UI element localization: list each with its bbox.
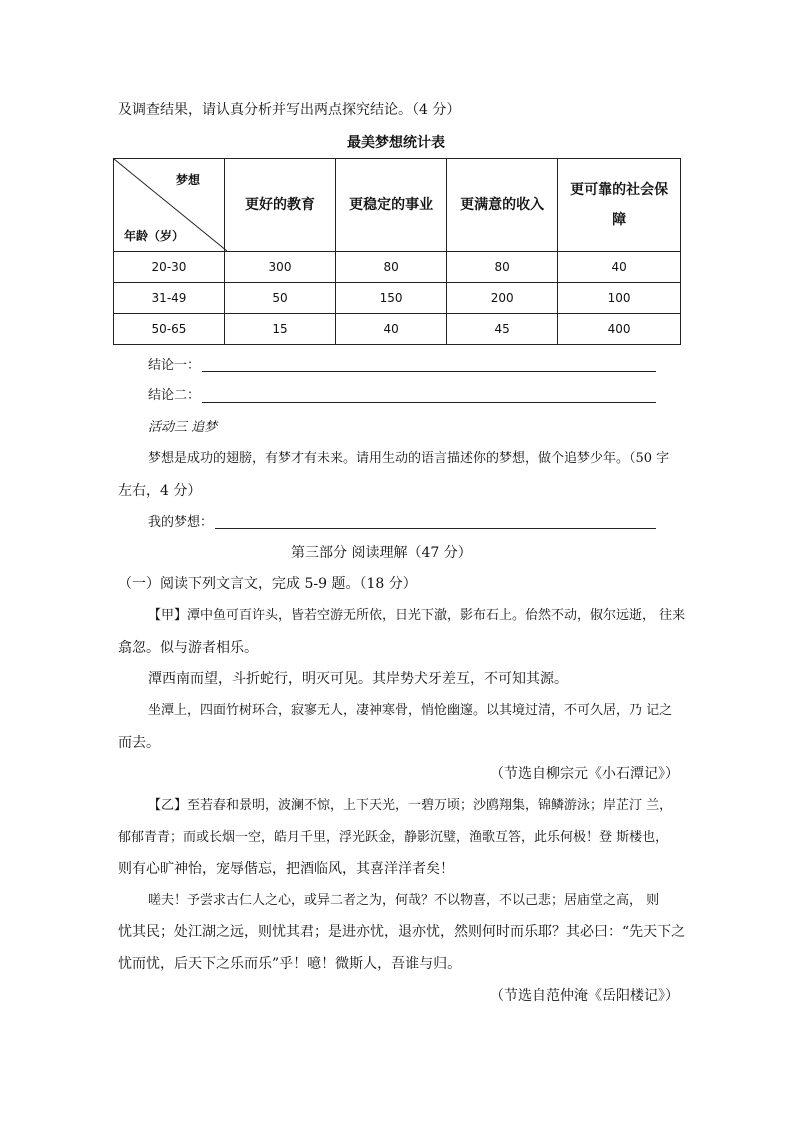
- yi-p2-line1: 嗟夫！予尝求古仁人之心，或异二者之为，何哉？不以物喜，不以己悲；居庙堂之高， 则: [148, 893, 660, 908]
- table-cell: 45: [447, 314, 558, 345]
- conclusion2-label: 结论二：: [148, 388, 201, 403]
- my-dream-label: 我的梦想：: [148, 515, 214, 530]
- row-age: 50-65: [114, 314, 225, 345]
- dream-prompt-line2: 左右，4 分）: [118, 483, 202, 499]
- table-cell: 300: [224, 252, 335, 283]
- my-dream-answer-line[interactable]: [215, 528, 656, 529]
- yi-p1-line1: 【乙】至若春和景明，波澜不惊，上下天光，一碧万顷；沙鸥翔集，锦鳞游泳；岸芷汀 兰，: [148, 798, 673, 813]
- jia-p3-line1: 坐潭上，四面竹树环合，寂寥无人，凄神寒骨，悄怆幽邃。以其境过清，不可久居，乃 记之: [148, 703, 673, 718]
- conclusion1-answer-line[interactable]: [202, 371, 656, 372]
- table-row: [114, 252, 681, 283]
- table-title: 最美梦想统计表: [347, 135, 445, 151]
- header-social-security: 更可靠的社会保障: [558, 159, 681, 252]
- part3-heading: 第三部分 阅读理解（47 分）: [291, 545, 472, 561]
- table-header-row: [114, 159, 681, 252]
- section1-heading: （一）阅读下列文言文，完成 5-9 题。（18 分）: [118, 576, 417, 592]
- jia-p3-line2: 而去。: [118, 735, 160, 751]
- corner-bottom-label: 年龄（岁）: [124, 229, 185, 243]
- row-age: 20-30: [114, 252, 225, 283]
- conclusion1-label: 结论一：: [148, 358, 201, 373]
- table-cell: 15: [224, 314, 335, 345]
- yi-p2-line3: 忧而忧，后天下之乐而乐”乎！噫！微斯人，吾谁与归。: [118, 956, 462, 972]
- table-cell: 100: [558, 283, 681, 314]
- table-cell: 150: [336, 283, 447, 314]
- jia-p2-line1: 潭西南而望，斗折蛇行，明灭可见。其岸势犬牙差互，不可知其源。: [148, 671, 568, 687]
- table-cell: 80: [447, 252, 558, 283]
- dream-prompt-line1: 梦想是成功的翅膀，有梦才有未来。请用生动的语言描述你的梦想，做个追梦少年。（50 字: [148, 451, 670, 466]
- table-corner-cell: [114, 159, 225, 252]
- table-cell: 50: [224, 283, 335, 314]
- yi-p1-line2: 郁郁青青；而或长烟一空，皓月千里，浮光跃金，静影沉璧，渔歌互答，此乐何极！登 斯楼也，: [118, 830, 669, 845]
- jia-source: （节选自柳宗元《小石潭记》）: [490, 766, 679, 782]
- row-age: 31-49: [114, 283, 225, 314]
- table-cell: 400: [558, 314, 681, 345]
- activity3-title: 活动三 追梦: [148, 420, 218, 435]
- table-cell: 40: [558, 252, 681, 283]
- table-cell: 80: [336, 252, 447, 283]
- dream-stats-table: [113, 158, 681, 345]
- conclusion2-answer-line[interactable]: [202, 402, 656, 403]
- header-income: 更满意的收入: [447, 159, 558, 252]
- jia-p1-line2: 翕忽。似与游者相乐。: [118, 640, 258, 656]
- header-education: 更好的教育: [224, 159, 335, 252]
- jia-p1-line1: 【甲】潭中鱼可百许头，皆若空游无所依，日光下澈，影布石上。佁然不动，俶尔远逝， 往来: [148, 608, 686, 623]
- table-row: [114, 283, 681, 314]
- yi-source: （节选自范仲淹《岳阳楼记》）: [490, 988, 679, 1004]
- corner-top-label: 梦想: [176, 173, 201, 187]
- yi-p1-line3: 则有心旷神怡，宠辱偕忘，把酒临风，其喜洋洋者矣！: [118, 861, 454, 877]
- table-cell: 200: [447, 283, 558, 314]
- yi-p2-line2: 忧其民；处江湖之远，则忧其君；是进亦忧，退亦忧，然则何时而乐耶？其必曰：“先天下之: [118, 924, 686, 940]
- table-row: [114, 314, 681, 345]
- intro-line: 及调查结果，请认真分析并写出两点探究结论。（4 分）: [118, 102, 461, 118]
- table-cell: 40: [336, 314, 447, 345]
- header-career: 更稳定的事业: [336, 159, 447, 252]
